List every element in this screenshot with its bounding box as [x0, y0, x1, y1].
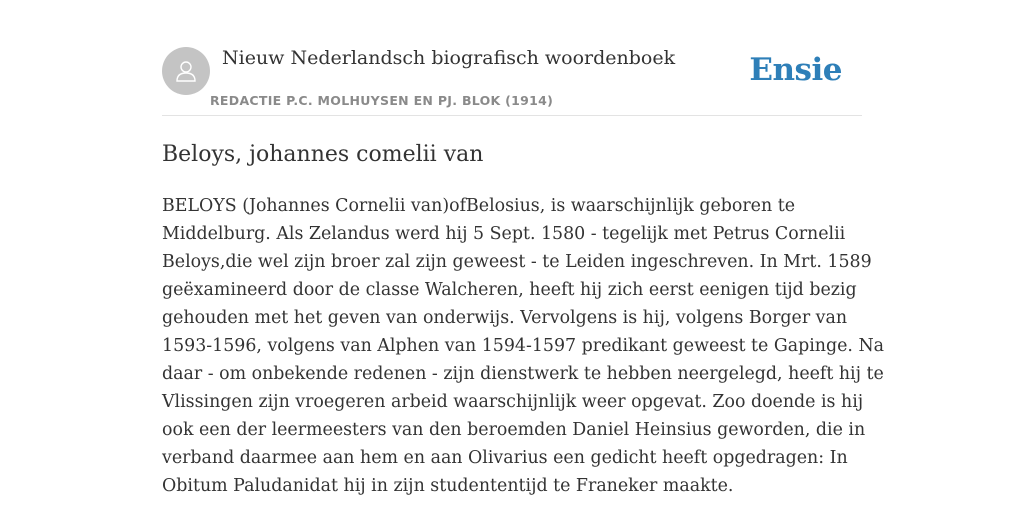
entry-body-line: daar - om onbekende redenen - zijn dienstwerk te hebben neergelegd, heeft hij te	[162, 364, 884, 384]
entry-body-line: Beloys,die wel zijn broer zal zijn geweest - te Leiden ingeschreven. In Mrt. 1589	[162, 252, 872, 272]
entry-body-line: ook een der leermeesters van den beroemden Daniel Heinsius geworden, die in	[162, 420, 866, 440]
entry-body-line: Obitum Paludanidat hij in zijn studententijd te Franeker maakte.	[162, 476, 734, 496]
source-title[interactable]: Nieuw Nederlandsch biografisch woordenboek	[222, 47, 676, 69]
entry-title: Beloys, johannes comelii van	[162, 142, 484, 167]
header-divider	[162, 115, 862, 116]
entry-body-line: verband daarmee aan hem en aan Olivarius een gedicht heeft opgedragen: In	[162, 448, 848, 468]
entry-body-line: Middelburg. Als Zelandus werd hij 5 Sept. 1580 - tegelijk met Petrus Cornelii	[162, 224, 846, 244]
brand-logo[interactable]: Ensie	[749, 52, 842, 88]
entry-body-line: Vlissingen zijn vroegeren arbeid waarschijnlijk weer opgevat. Zoo doende is hij	[162, 392, 864, 412]
entry-body-line: geëxamineerd door de classe Walcheren, heeft hij zich eerst eenigen tijd bezig	[162, 280, 857, 300]
entry-body-line: 1593-1596, volgens van Alphen van 1594-1597 predikant geweest te Gapinge. Na	[162, 336, 885, 356]
avatar	[162, 47, 210, 95]
source-subtitle: REDACTIE P.C. MOLHUYSEN EN PJ. BLOK (1914)	[210, 93, 554, 108]
entry-body-line: gehouden met het geven van onderwijs. Vervolgens is hij, volgens Borger van	[162, 308, 848, 328]
entry-body	[162, 192, 885, 500]
user-icon	[171, 56, 201, 86]
entry-body-line: BELOYS (Johannes Cornelii van)ofBelosius, is waarschijnlijk geboren te	[162, 196, 795, 216]
